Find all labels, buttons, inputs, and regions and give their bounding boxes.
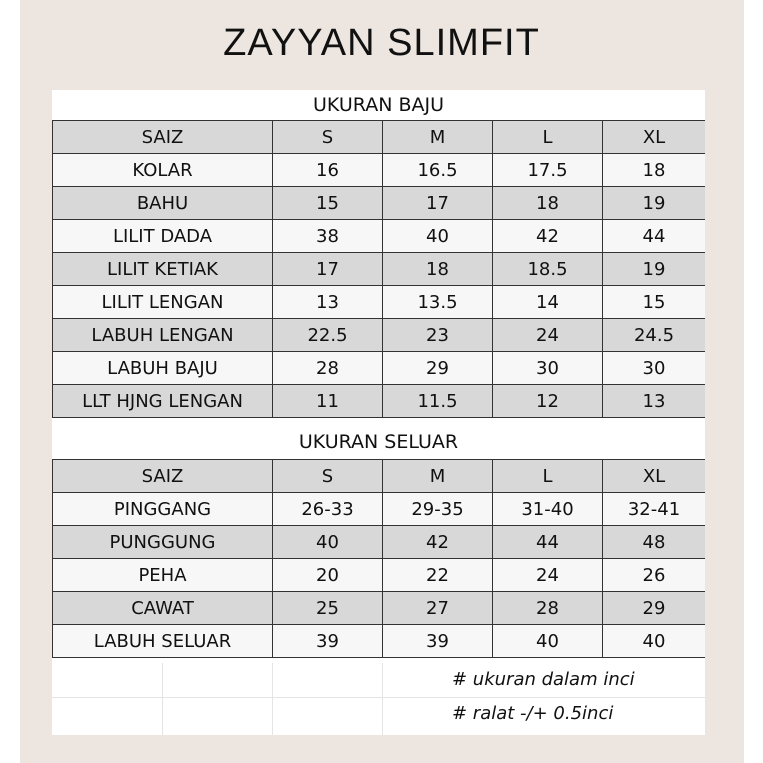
- note-tolerance: # ralat -/+ 0.5inci: [452, 703, 614, 724]
- table-cell: 13.5: [383, 286, 493, 319]
- table-cell: 24: [493, 319, 603, 352]
- table-cell: 31-40: [493, 493, 603, 526]
- table-cell: 20: [273, 559, 383, 592]
- table-row: [53, 319, 706, 352]
- baju-table: [52, 120, 705, 418]
- column-header: SAIZ: [53, 460, 273, 493]
- table-cell: 38: [273, 220, 383, 253]
- row-label: LABUH BAJU: [53, 352, 273, 385]
- row-label: CAWAT: [53, 592, 273, 625]
- table-row: [53, 286, 706, 319]
- table-cell: 15: [273, 187, 383, 220]
- table-cell: 18.5: [493, 253, 603, 286]
- table-cell: 32-41: [603, 493, 706, 526]
- table-cell: 22: [383, 559, 493, 592]
- row-label: LLT HJNG LENGAN: [53, 385, 273, 418]
- column-header: XL: [603, 121, 706, 154]
- row-label: LILIT DADA: [53, 220, 273, 253]
- table-cell: 48: [603, 526, 706, 559]
- table-cell: 23: [383, 319, 493, 352]
- table-row: [53, 592, 706, 625]
- table-cell: 16.5: [383, 154, 493, 187]
- table-cell: 26: [603, 559, 706, 592]
- column-header: L: [493, 460, 603, 493]
- grid-line: [52, 697, 705, 698]
- column-header: S: [273, 121, 383, 154]
- table-row: [53, 187, 706, 220]
- table-row: [53, 253, 706, 286]
- table-row: [53, 154, 706, 187]
- table-cell: 39: [383, 625, 493, 658]
- table-row: [53, 385, 706, 418]
- row-label: BAHU: [53, 187, 273, 220]
- grid-line: [162, 663, 163, 735]
- column-header: M: [383, 121, 493, 154]
- table-cell: 44: [493, 526, 603, 559]
- notes-area: [52, 663, 705, 735]
- note-unit: # ukuran dalam inci: [452, 669, 635, 690]
- table-cell: 29: [603, 592, 706, 625]
- table-cell: 28: [273, 352, 383, 385]
- column-header: M: [383, 460, 493, 493]
- table-cell: 24.5: [603, 319, 706, 352]
- table-cell: 27: [383, 592, 493, 625]
- table-cell: 19: [603, 253, 706, 286]
- table-cell: 18: [493, 187, 603, 220]
- seluar-heading: UKURAN SELUAR: [298, 431, 459, 453]
- page-title: ZAYYAN SLIMFIT: [223, 22, 540, 64]
- table-cell: 19: [603, 187, 706, 220]
- table-cell: 18: [383, 253, 493, 286]
- table-cell: 40: [383, 220, 493, 253]
- table-row: [53, 625, 706, 658]
- table-cell: 40: [603, 625, 706, 658]
- table-cell: 26-33: [273, 493, 383, 526]
- row-label: LABUH SELUAR: [53, 625, 273, 658]
- table-cell: 17: [273, 253, 383, 286]
- column-header: XL: [603, 460, 706, 493]
- row-label: LILIT LENGAN: [53, 286, 273, 319]
- baju-heading: UKURAN BAJU: [313, 94, 444, 116]
- seluar-table-body: [53, 460, 706, 658]
- table-row: [53, 559, 706, 592]
- table-cell: 13: [603, 385, 706, 418]
- table-cell: 15: [603, 286, 706, 319]
- table-cell: 18: [603, 154, 706, 187]
- grid-line: [382, 663, 383, 735]
- row-label: LILIT KETIAK: [53, 253, 273, 286]
- baju-header-row: [53, 121, 706, 154]
- size-chart-sheet: [52, 90, 705, 735]
- grid-line: [272, 663, 273, 735]
- seluar-header-row: [53, 460, 706, 493]
- table-cell: 40: [273, 526, 383, 559]
- table-cell: 42: [383, 526, 493, 559]
- table-cell: 29-35: [383, 493, 493, 526]
- table-cell: 25: [273, 592, 383, 625]
- table-cell: 22.5: [273, 319, 383, 352]
- table-cell: 17: [383, 187, 493, 220]
- table-cell: 11: [273, 385, 383, 418]
- column-header: L: [493, 121, 603, 154]
- baju-table-body: [53, 121, 706, 418]
- table-cell: 14: [493, 286, 603, 319]
- table-cell: 17.5: [493, 154, 603, 187]
- table-cell: 42: [493, 220, 603, 253]
- seluar-table: [52, 459, 705, 658]
- row-label: PEHA: [53, 559, 273, 592]
- table-cell: 29: [383, 352, 493, 385]
- table-row: [53, 493, 706, 526]
- table-row: [53, 352, 706, 385]
- row-label: PUNGGUNG: [53, 526, 273, 559]
- row-label: LABUH LENGAN: [53, 319, 273, 352]
- table-cell: 40: [493, 625, 603, 658]
- table-cell: 13: [273, 286, 383, 319]
- table-cell: 12: [493, 385, 603, 418]
- row-label: PINGGANG: [53, 493, 273, 526]
- table-cell: 24: [493, 559, 603, 592]
- table-cell: 30: [603, 352, 706, 385]
- row-label: KOLAR: [53, 154, 273, 187]
- table-cell: 28: [493, 592, 603, 625]
- table-cell: 16: [273, 154, 383, 187]
- column-header: S: [273, 460, 383, 493]
- table-cell: 30: [493, 352, 603, 385]
- table-cell: 11.5: [383, 385, 493, 418]
- column-header: SAIZ: [53, 121, 273, 154]
- table-row: [53, 220, 706, 253]
- table-row: [53, 526, 706, 559]
- table-cell: 39: [273, 625, 383, 658]
- table-cell: 44: [603, 220, 706, 253]
